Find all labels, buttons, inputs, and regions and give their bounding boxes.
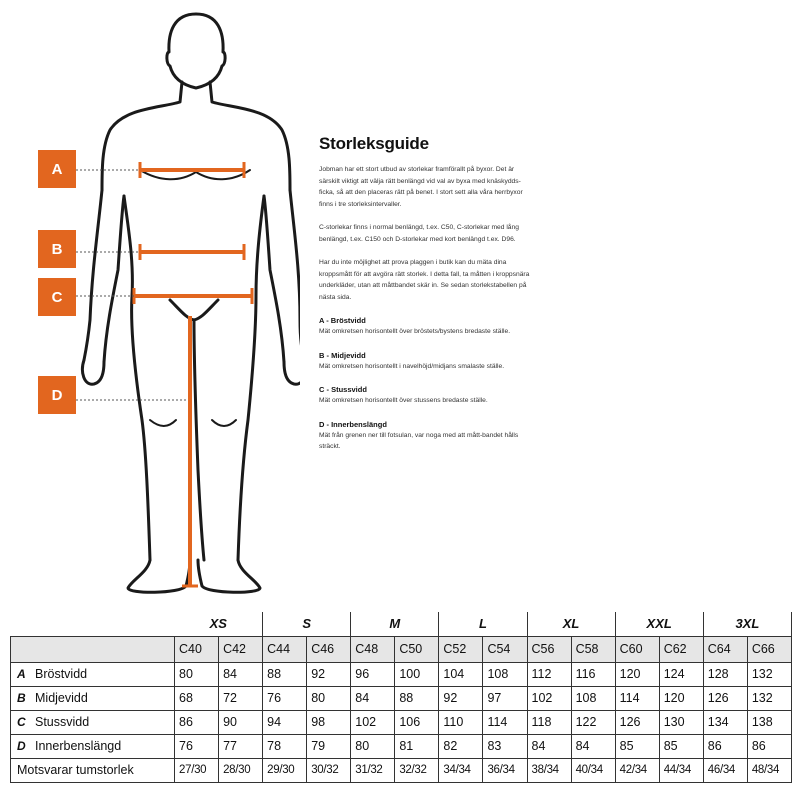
row-label-cell: [11, 662, 175, 686]
value-cell: 100: [395, 662, 439, 686]
value-cell: 98: [307, 710, 351, 734]
table-row: [11, 734, 792, 758]
table-row: [11, 686, 792, 710]
value-cell: 88: [263, 662, 307, 686]
value-cell: 84: [571, 734, 615, 758]
size-code-cell: C50: [395, 636, 439, 662]
size-heading: XL: [527, 612, 615, 636]
table-row: [11, 710, 792, 734]
section-text: Mät omkretsen horisontellt över stussens bredaste ställe.: [319, 397, 488, 404]
size-code-cell: C52: [439, 636, 483, 662]
value-cell: 134: [703, 710, 747, 734]
value-cell: 79: [307, 734, 351, 758]
value-cell: 92: [439, 686, 483, 710]
value-cell: 80: [351, 734, 395, 758]
value-cell: 114: [615, 686, 659, 710]
row-letter: A: [17, 667, 26, 681]
section-text: Mät från grenen ner till fotsulan, var noga med att mått-bandet hålls sträckt.: [319, 431, 519, 450]
table-row: [11, 662, 792, 686]
value-cell: 116: [571, 662, 615, 686]
size-code-cell: C60: [615, 636, 659, 662]
size-heading: XXL: [615, 612, 703, 636]
value-cell: 126: [703, 686, 747, 710]
value-cell: 84: [219, 662, 263, 686]
body-figure: [0, 0, 300, 600]
value-cell: 72: [219, 686, 263, 710]
value-cell: 94: [263, 710, 307, 734]
value-cell: 112: [527, 662, 571, 686]
value-cell: 31/32: [351, 758, 395, 782]
value-cell: 86: [175, 710, 219, 734]
size-code-cell: C64: [703, 636, 747, 662]
value-cell: 86: [703, 734, 747, 758]
row-label-cell: [11, 758, 175, 782]
value-cell: 80: [175, 662, 219, 686]
size-code-cell: C56: [527, 636, 571, 662]
size-heading: XS: [175, 612, 263, 636]
value-cell: 36/34: [483, 758, 527, 782]
row-letter: B: [17, 691, 26, 705]
value-cell: 118: [527, 710, 571, 734]
value-cell: 76: [263, 686, 307, 710]
size-guide-text: [319, 134, 531, 465]
row-label-cell: [11, 734, 175, 758]
value-cell: 88: [395, 686, 439, 710]
code-row: [11, 636, 792, 662]
value-cell: 77: [219, 734, 263, 758]
value-cell: 130: [659, 710, 703, 734]
size-code-cell: C62: [659, 636, 703, 662]
guide-paragraph: C-storlekar finns i normal benlängd, t.ex. C50, C-storlekar med lång benlängd, t.ex. C150 och D-storlekar med kort benlängd t.ex. D96.: [319, 224, 519, 243]
row-label: Stussvidd: [35, 715, 90, 729]
value-cell: 78: [263, 734, 307, 758]
section-text: Mät omkretsen horisontellt över bröstets/bystens bredaste ställe.: [319, 328, 511, 335]
value-cell: 40/34: [571, 758, 615, 782]
row-letter: C: [17, 715, 26, 729]
value-cell: 44/34: [659, 758, 703, 782]
value-cell: 110: [439, 710, 483, 734]
size-code-cell: C48: [351, 636, 395, 662]
value-cell: 97: [483, 686, 527, 710]
value-cell: 38/34: [527, 758, 571, 782]
value-cell: 120: [615, 662, 659, 686]
value-cell: 132: [747, 686, 791, 710]
marker-b: B: [38, 230, 76, 268]
value-cell: 82: [439, 734, 483, 758]
section-inseam: [319, 419, 531, 453]
value-cell: 90: [219, 710, 263, 734]
value-cell: 28/30: [219, 758, 263, 782]
value-cell: 138: [747, 710, 791, 734]
size-heading: 3XL: [703, 612, 791, 636]
value-cell: 114: [483, 710, 527, 734]
section-waist: [319, 350, 531, 373]
value-cell: 126: [615, 710, 659, 734]
value-cell: 108: [571, 686, 615, 710]
value-cell: 29/30: [263, 758, 307, 782]
table-row: [11, 758, 792, 782]
row-label: Motsvarar tumstorlek: [17, 763, 134, 777]
marker-c: C: [38, 278, 76, 316]
value-cell: 104: [439, 662, 483, 686]
value-cell: 85: [615, 734, 659, 758]
value-cell: 34/34: [439, 758, 483, 782]
section-text: Mät omkretsen horisontellt i navelhöjd/midjans smalaste ställe.: [319, 362, 505, 370]
value-cell: 124: [659, 662, 703, 686]
size-header-row: [11, 612, 792, 636]
row-label: Bröstvidd: [35, 667, 88, 681]
value-cell: 132: [747, 662, 791, 686]
value-cell: 48/34: [747, 758, 791, 782]
row-letter: D: [17, 739, 26, 753]
section-title: C - Stussvidd: [319, 385, 367, 394]
value-cell: 46/34: [703, 758, 747, 782]
row-label: Innerbenslängd: [35, 739, 122, 753]
value-cell: 106: [395, 710, 439, 734]
value-cell: 96: [351, 662, 395, 686]
value-cell: 27/30: [175, 758, 219, 782]
value-cell: 83: [483, 734, 527, 758]
size-code-cell: C46: [307, 636, 351, 662]
marker-a: A: [38, 150, 76, 188]
value-cell: 108: [483, 662, 527, 686]
section-title: D - Innerbenslängd: [319, 419, 387, 429]
value-cell: 42/34: [615, 758, 659, 782]
guide-title: Storleksguide: [319, 134, 429, 153]
guide-paragraph: Har du inte möjlighet att prova plaggen i butik kan du mäta dina kroppsmått för att avgöra rätt storlek. I detta fall, ta måtten i kroppsnära underkläder, utan att måttbandet skär in. Se sedan storlekstabellen på nästa sida.: [319, 259, 530, 301]
section-title: A - Bröstvidd: [319, 316, 366, 325]
size-code-cell: C42: [219, 636, 263, 662]
size-code-cell: C58: [571, 636, 615, 662]
size-table: [10, 612, 792, 783]
row-label-cell: [11, 710, 175, 734]
guide-paragraph: Jobman har ett stort utbud av storlekar framförallt på byxor. Det är särskilt viktigt att välja rätt benlängd vid val av byxa med knäskydds-ficka, så att den placeras rätt på benet. I stort sett alla våra herrbyxor finns i tre storleksintervaller.: [319, 166, 523, 208]
value-cell: 122: [571, 710, 615, 734]
value-cell: 30/32: [307, 758, 351, 782]
size-code-cell: C44: [263, 636, 307, 662]
value-cell: 92: [307, 662, 351, 686]
section-hip: [319, 384, 531, 407]
value-cell: 81: [395, 734, 439, 758]
value-cell: 128: [703, 662, 747, 686]
value-cell: 32/32: [395, 758, 439, 782]
marker-d: D: [38, 376, 76, 414]
value-cell: 84: [351, 686, 395, 710]
value-cell: 85: [659, 734, 703, 758]
value-cell: 102: [527, 686, 571, 710]
size-heading: L: [439, 612, 527, 636]
value-cell: 68: [175, 686, 219, 710]
value-cell: 76: [175, 734, 219, 758]
value-cell: 102: [351, 710, 395, 734]
value-cell: 84: [527, 734, 571, 758]
row-label: Midjevidd: [35, 691, 88, 705]
value-cell: 120: [659, 686, 703, 710]
section-title: B - Midjevidd: [319, 350, 366, 360]
value-cell: 86: [747, 734, 791, 758]
value-cell: 80: [307, 686, 351, 710]
size-heading: M: [351, 612, 439, 636]
table-cell: [11, 636, 175, 662]
section-chest: [319, 315, 531, 338]
row-label-cell: [11, 686, 175, 710]
size-heading: S: [263, 612, 351, 636]
table-corner: [11, 612, 175, 636]
size-code-cell: C40: [175, 636, 219, 662]
size-code-cell: C54: [483, 636, 527, 662]
size-code-cell: C66: [747, 636, 791, 662]
